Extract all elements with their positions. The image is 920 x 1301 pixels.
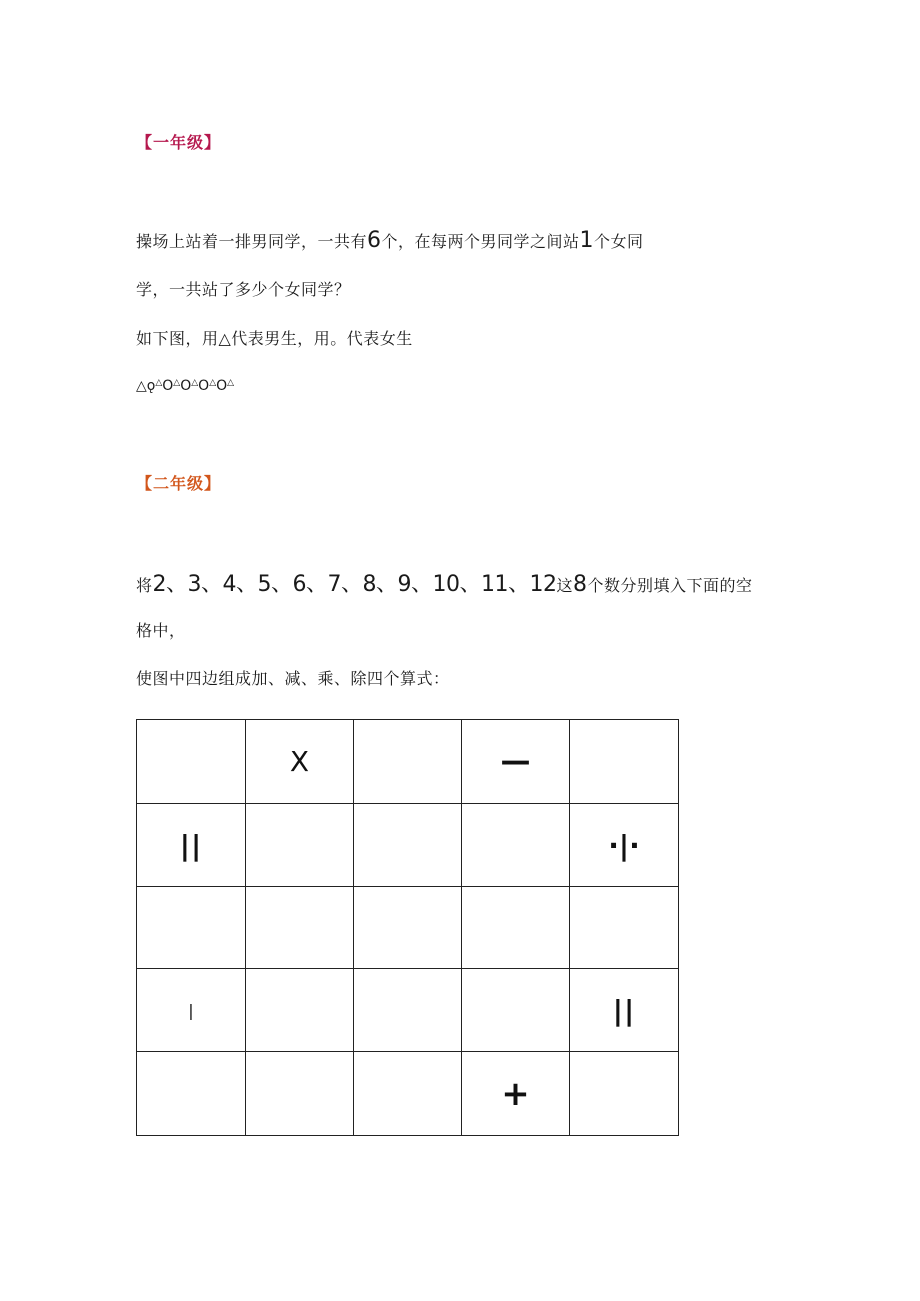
grid-cell[interactable]: [137, 887, 246, 969]
operation-grid: [136, 719, 679, 1136]
circle-symbol: O: [216, 378, 228, 394]
grid-cell[interactable]: [246, 804, 354, 887]
grid-cell[interactable]: [137, 1052, 246, 1136]
grid-cell[interactable]: [246, 1052, 354, 1136]
grid-cell[interactable]: [246, 969, 354, 1052]
grid-cell[interactable]: [462, 887, 570, 969]
grid-cell[interactable]: [462, 804, 570, 887]
grid-cell[interactable]: [354, 720, 462, 804]
circle-symbol: O: [198, 378, 210, 394]
q1-number-boys: 6: [367, 228, 382, 253]
grade2-instruction: 使图中四边组成加、减、乘、除四个算式：: [136, 669, 450, 688]
q2-text-a: 将: [136, 576, 153, 595]
bar-symbol: |: [137, 969, 246, 1052]
grid-cell[interactable]: [137, 720, 246, 804]
q1-text-b: 个，在每两个男同学之间站: [381, 232, 580, 251]
grade1-question-line2: 学，一共站了多少个女同学？: [136, 280, 351, 299]
triangle-small: △: [209, 378, 217, 388]
equals-symbol: ||: [570, 969, 679, 1052]
grid-cell[interactable]: [570, 720, 679, 804]
grade2-question-line2: 格中，: [136, 621, 186, 640]
triangle-small: △: [173, 378, 181, 388]
grid-cell[interactable]: [354, 804, 462, 887]
grade2-heading: 【二年级】: [136, 474, 222, 493]
grid-cell[interactable]: [462, 969, 570, 1052]
triangle-small: △: [191, 378, 199, 388]
triangle-small: △: [227, 378, 235, 388]
grade1-question-line1: [136, 228, 644, 253]
circle-symbol: O: [162, 378, 174, 394]
grid-cell[interactable]: [570, 1052, 679, 1136]
grid-cell[interactable]: [354, 969, 462, 1052]
equals-symbol: ||: [137, 804, 246, 887]
grade2-question-line1: [136, 567, 753, 598]
triangle-small: △: [155, 378, 163, 388]
multiply-symbol: X: [246, 720, 354, 804]
grid-cell[interactable]: [354, 887, 462, 969]
q1-number-girl: 1: [579, 228, 595, 253]
minus-symbol: —: [462, 720, 570, 804]
q2-number-count: 8: [573, 572, 588, 597]
circle-symbol: O: [180, 378, 192, 394]
q2-text-b: 这: [556, 576, 573, 595]
q1-text-c: 个女同: [594, 232, 644, 251]
q2-text-c: 个数分别填入下面的空: [587, 576, 753, 595]
symbol-prefix: △ǫ: [136, 378, 156, 394]
grid-cell[interactable]: [570, 887, 679, 969]
divide-symbol: ·|·: [570, 804, 679, 887]
grade1-heading: 【一年级】: [136, 133, 222, 152]
grade1-legend-line: 如下图，用△代表男生，用。代表女生: [136, 329, 413, 348]
grid-cell[interactable]: [246, 887, 354, 969]
q1-text-a: 操场上站着一排男同学，一共有: [136, 232, 368, 251]
q2-number-list: 2、3、4、5、6、7、8、9、10、11、12: [152, 572, 557, 597]
grid-cell[interactable]: [354, 1052, 462, 1136]
plus-symbol: +: [462, 1052, 570, 1136]
symbol-sequence: [136, 378, 234, 394]
